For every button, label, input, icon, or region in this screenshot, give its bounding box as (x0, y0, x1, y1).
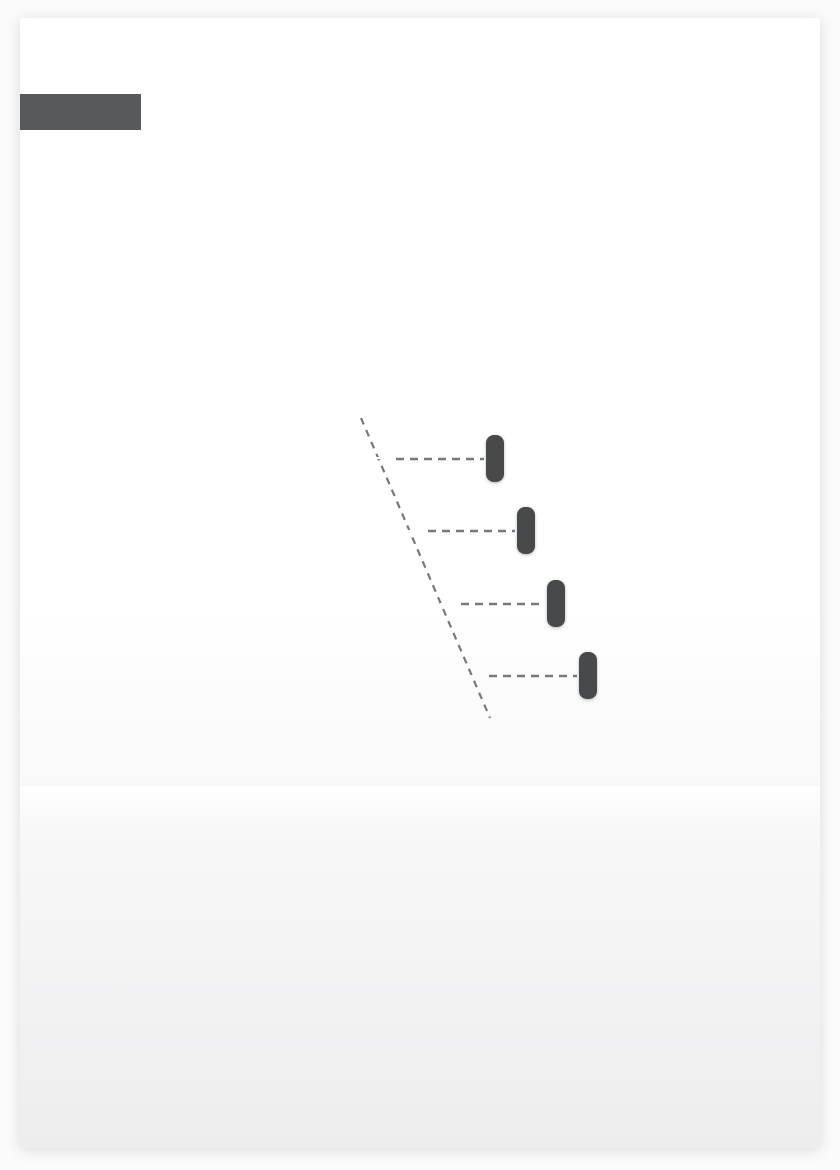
branch-label-box-1 (486, 435, 504, 482)
branch-number-1 (374, 457, 382, 459)
branch-number-3 (440, 603, 448, 605)
particle-wave-graphic (20, 786, 820, 1148)
branch-number-2 (406, 530, 414, 532)
document-page (20, 18, 820, 1148)
branch-label-box-4 (579, 652, 597, 699)
branch-number-4 (468, 675, 476, 677)
branch-label-box-2 (517, 507, 535, 554)
diagonal-dashed-line (361, 418, 490, 718)
section-number-box (20, 94, 141, 130)
branch-label-box-3 (547, 580, 565, 627)
